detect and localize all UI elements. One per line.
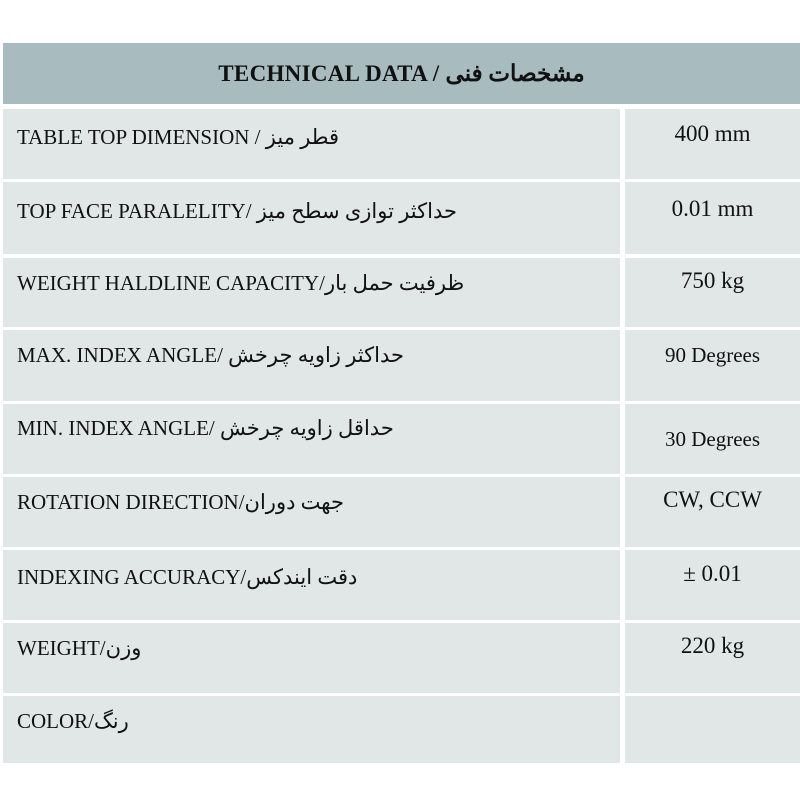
row-label: COLOR/رنگ [17, 709, 129, 733]
row-label: ROTATION DIRECTION/جهت دوران [17, 490, 344, 514]
row-value: 30 Degrees [664, 427, 761, 451]
table-row [3, 550, 800, 620]
table-row [3, 109, 800, 179]
label-cell [3, 258, 620, 327]
label-cell [3, 330, 620, 401]
table-row [3, 330, 800, 401]
table-header-title: TECHNICAL DATA / مشخصات فنی [218, 60, 585, 86]
label-cell [3, 182, 620, 254]
value-cell [625, 330, 800, 401]
table-row [3, 258, 800, 327]
row-label: WEIGHT/وزن [17, 636, 142, 660]
value-cell [625, 109, 800, 179]
label-cell [3, 109, 620, 179]
technical-data-table [3, 43, 800, 763]
value-cell [625, 550, 800, 620]
label-cell [3, 404, 620, 474]
value-cell [625, 404, 800, 474]
row-label: MIN. INDEX ANGLE/ حداقل زاویه چرخش [17, 416, 394, 440]
row-label: TOP FACE PARALELITY/ حداکثر توازی سطح میز [17, 199, 457, 223]
row-value: 750 kg [680, 268, 745, 293]
label-cell [3, 550, 620, 620]
row-value: 220 kg [680, 633, 745, 658]
value-cell [625, 696, 800, 763]
value-cell [625, 623, 800, 693]
row-value: 90 Degrees [664, 343, 761, 367]
label-cell [3, 623, 620, 693]
row-value: 400 mm [674, 121, 751, 146]
row-value: 0.01 mm [671, 196, 754, 221]
row-label: WEIGHT HALDLINE CAPACITY/ظرفیت حمل بار [17, 271, 465, 295]
table-row [3, 696, 800, 763]
value-cell [625, 182, 800, 254]
row-label: TABLE TOP DIMENSION / قطر میز [17, 125, 340, 149]
row-value: CW, CCW [663, 487, 762, 512]
row-value: ± 0.01 [683, 561, 742, 586]
table-row [3, 623, 800, 693]
row-label: MAX. INDEX ANGLE/ حداکثر زاویه چرخش [17, 343, 404, 367]
value-cell [625, 258, 800, 327]
label-cell [3, 477, 620, 547]
table-header [3, 43, 800, 104]
row-label: INDEXING ACCURACY/دقت ایندکس [17, 565, 358, 589]
value-cell [625, 477, 800, 547]
table-row [3, 404, 800, 474]
label-cell [3, 696, 620, 763]
table-row [3, 477, 800, 547]
table-row [3, 182, 800, 254]
